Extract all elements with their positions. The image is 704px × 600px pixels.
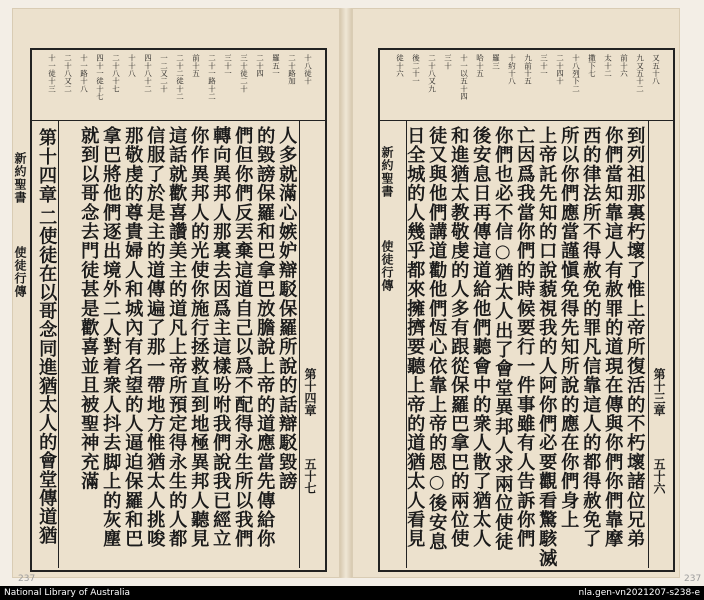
footer-bar	[0, 586, 704, 600]
ref-column: 四十一徒十七	[95, 54, 105, 101]
ref-column: 三十	[443, 54, 453, 70]
ref-column: 十十八	[127, 54, 137, 78]
text-column: 和進猶太教敬虔的人多有跟從保羅巴拿巴的兩位使	[448, 126, 470, 549]
right-ref-divider	[378, 120, 673, 121]
ref-column: 四十八十二	[143, 54, 153, 93]
ref-column: 九前十五	[523, 54, 533, 85]
left-page	[12, 8, 340, 578]
ref-column: 十一以五十四	[459, 54, 469, 101]
ref-column: 九又五十二	[635, 54, 645, 93]
text-column: 們但你們反丟棄這道自己以爲不配得永生所以我們	[232, 126, 254, 549]
ref-column: 二十八又九	[427, 54, 437, 93]
right-book-title: 使徒行傳	[380, 240, 394, 292]
text-column: 拿巴將他們逐出境外二人對着衆人抖去脚上的灰塵	[100, 126, 122, 549]
text-column: 你作異邦人的光使你施行拯救直到地極異邦人聽見	[188, 126, 210, 549]
footer-identifier: nla.gen-vn2021207-s238-e	[578, 588, 700, 598]
text-column: 後安息日再傳這道給他們聽會中的衆人散了猶太人	[470, 126, 492, 549]
ref-column: 十一路十八	[79, 54, 89, 93]
text-column: 轉向異邦人那裏去因爲主這樣吩咐我們說我已經立	[210, 126, 232, 549]
ref-column: 二十二徒十二	[175, 54, 185, 101]
text-column: 你們也必不信○猶太人出了會堂異邦人求兩位使徒	[492, 126, 514, 552]
text-column: 二使徒在以哥念同進猶太人的會堂傳道猶	[36, 208, 58, 545]
text-column: 的毀謗保羅和巴拿巴放膽說上帝的道應當先傳給你	[254, 126, 276, 549]
page-label: 第十四章	[303, 368, 317, 416]
ref-column: 哈十五	[475, 54, 485, 78]
text-column: 人多就滿心嫉妒辯駁保羅所說的話辯駁毀謗	[276, 126, 298, 491]
ref-column: 十一徒十三	[47, 54, 57, 93]
ref-column: 二十八又二	[63, 54, 73, 93]
text-column: 西的律法所不得赦免的罪凡信靠這人的都得赦免了	[580, 126, 602, 549]
ref-column: 又五十八	[651, 54, 661, 85]
page-number: 五十七	[303, 458, 317, 494]
ref-column: 十八徒十	[303, 54, 313, 85]
left-book-title: 使徒行傳	[13, 246, 27, 298]
text-column: 亡因爲我當你們的時候要行一件事雖有人告訴你們	[514, 126, 536, 549]
text-column: 信服了於是主的道傳遍了那一帶地方惟猶太人挑唆	[144, 126, 166, 549]
ref-column: 十約十八	[507, 54, 517, 85]
ref-column: 三十徒二十	[239, 54, 249, 93]
right-page	[352, 8, 680, 578]
pencil-mark-left: 237	[18, 574, 36, 584]
ref-column: 羅五一	[271, 54, 281, 78]
text-column: 這話就歡喜讚美主的道凡上帝所預定得永生的人都	[166, 126, 188, 549]
left-ref-divider	[30, 120, 325, 121]
right-pagenum-divider	[648, 120, 649, 568]
page-label: 第十三章	[652, 368, 666, 416]
ref-column: 前十六	[619, 54, 629, 78]
ref-column: 二十八十七	[111, 54, 121, 93]
text-column: 就到以哥念去門徒甚是歡喜並且被聖神充滿	[78, 126, 100, 491]
text-column: 所以你們應當謹愼免得先知所說的應在你們身上	[558, 126, 580, 530]
ref-column: 二十一路十二	[207, 54, 217, 101]
chapter-heading: 第十四章	[36, 128, 57, 204]
left-pagenum-divider	[299, 120, 300, 568]
pencil-mark-right: 237	[684, 574, 702, 584]
ref-column: 三十一	[223, 54, 233, 78]
ref-column: 羅三	[491, 54, 501, 70]
ref-column: 撒下七	[587, 54, 597, 78]
ref-column: 後二十一	[411, 54, 421, 85]
footer-source: National Library of Australia	[4, 588, 131, 598]
ref-column: 二十路加	[287, 54, 297, 85]
text-column: 日全城的人幾乎都來擁擠要聽上帝的道猶太人看見	[404, 126, 426, 549]
ref-column: 二十四	[255, 54, 265, 78]
book-gutter	[340, 8, 352, 578]
text-column: 你們當知靠這人有赦罪的道現在傳與你們你們靠摩	[602, 126, 624, 549]
text-column: 上帝託先知的口說藐視我的人阿你們必要觀看驚駭滅	[536, 126, 558, 568]
left-header-divider	[58, 120, 59, 568]
ref-column: 前十五	[191, 54, 201, 78]
ref-column: 徒十六	[395, 54, 405, 78]
ref-column: 一二又二十	[159, 54, 169, 93]
ref-column: 二十四十	[555, 54, 565, 85]
ref-column: 太十二	[603, 54, 613, 78]
page-number: 五十六	[652, 458, 666, 494]
ref-column: 三十一	[539, 54, 549, 78]
right-running-header: 新約聖書	[380, 146, 394, 198]
text-column: 到列祖那裏朽壞了惟上帝所復活的不朽壞諸位兄弟	[624, 126, 646, 549]
ref-column: 十八列下二	[571, 54, 581, 93]
text-column: 那敬虔的尊貴婦人和城內有名望的人逼迫保羅和巴	[122, 126, 144, 549]
text-column: 徒又與他們講道勸他們恆心依靠上帝的恩○後安息	[426, 126, 448, 552]
left-running-header: 新約聖書	[13, 152, 27, 204]
